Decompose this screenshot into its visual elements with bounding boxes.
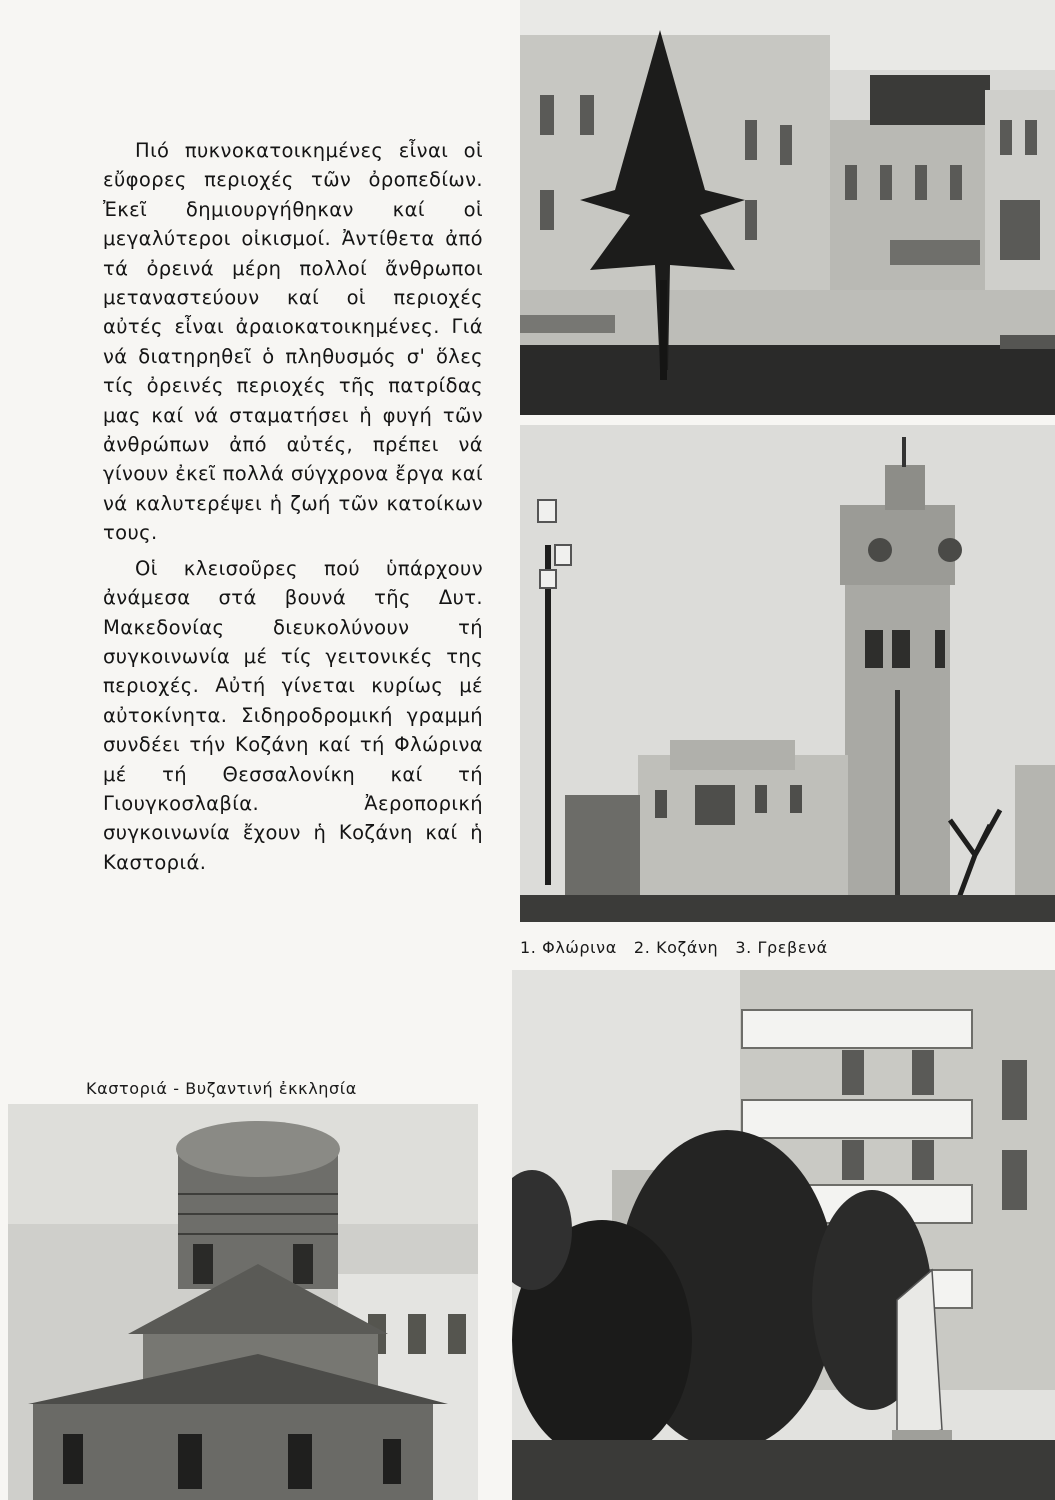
photo-kozani: [520, 425, 1055, 922]
paragraph-1: Πιό πυκνοκατοικημένες εἶναι οἱ εὔφορες περιοχές τῶν ὀροπεδίων. Ἐκεῖ δημιουργήθηκαν καί οἱ μεγαλύτεροι οἰκισμοί. Ἀντίθετα ἀπό τά ὀρεινά μέρη πολλοί ἄνθρωποι μεταναστεύουν καί οἱ περιοχές αὐτές εἶναι ἀραιοκατοικημένες. Γιά νά διατηρηθεῖ ὁ πληθυσμός σ' ὅλες τίς ὀρεινές περιοχές τῆς πατρίδας μας καί νά σταματήσει ἡ φυγή τῶν ἀνθρώπων ἀπό αὐτές, πρέπει νά γίνουν ἐκεῖ πολλά σύγχρονα ἔργα καί νά καλυτερέψει ἡ ζωή τῶν κατοίκων τους.: [103, 139, 483, 545]
article-text: [103, 136, 483, 877]
photo-kastoria-church: [8, 1104, 478, 1500]
caption-kastoria: Καστοριά - Βυζαντινή ἐκκλησία: [86, 1079, 357, 1098]
paragraph-2: Οἱ κλεισοῦρες πού ὑπάρχουν ἀνάμεσα στά βουνά τῆς Δυτ. Μακεδονίας διευκολύνουν τή συγκοινωνία μέ τίς γειτονικές της περιοχές. Αὐτή γίνεται κυρίως μέ αὐτοκίνητα. Σιδηροδρομική γραμμή συνδέει τήν Κοζάνη καί τή Φλώρινα μέ τή Θεσσαλονίκη καί τή Γιουγκοσλαβία. Ἀεροπορική συγκοινωνία ἔχουν ἡ Κοζάνη καί ἡ Καστοριά.: [103, 556, 483, 874]
caption-cities: 1. Φλώρινα 2. Κοζάνη 3. Γρεβενά: [520, 938, 828, 957]
photo-grevena: [512, 970, 1055, 1500]
photo-florina: [520, 0, 1055, 415]
